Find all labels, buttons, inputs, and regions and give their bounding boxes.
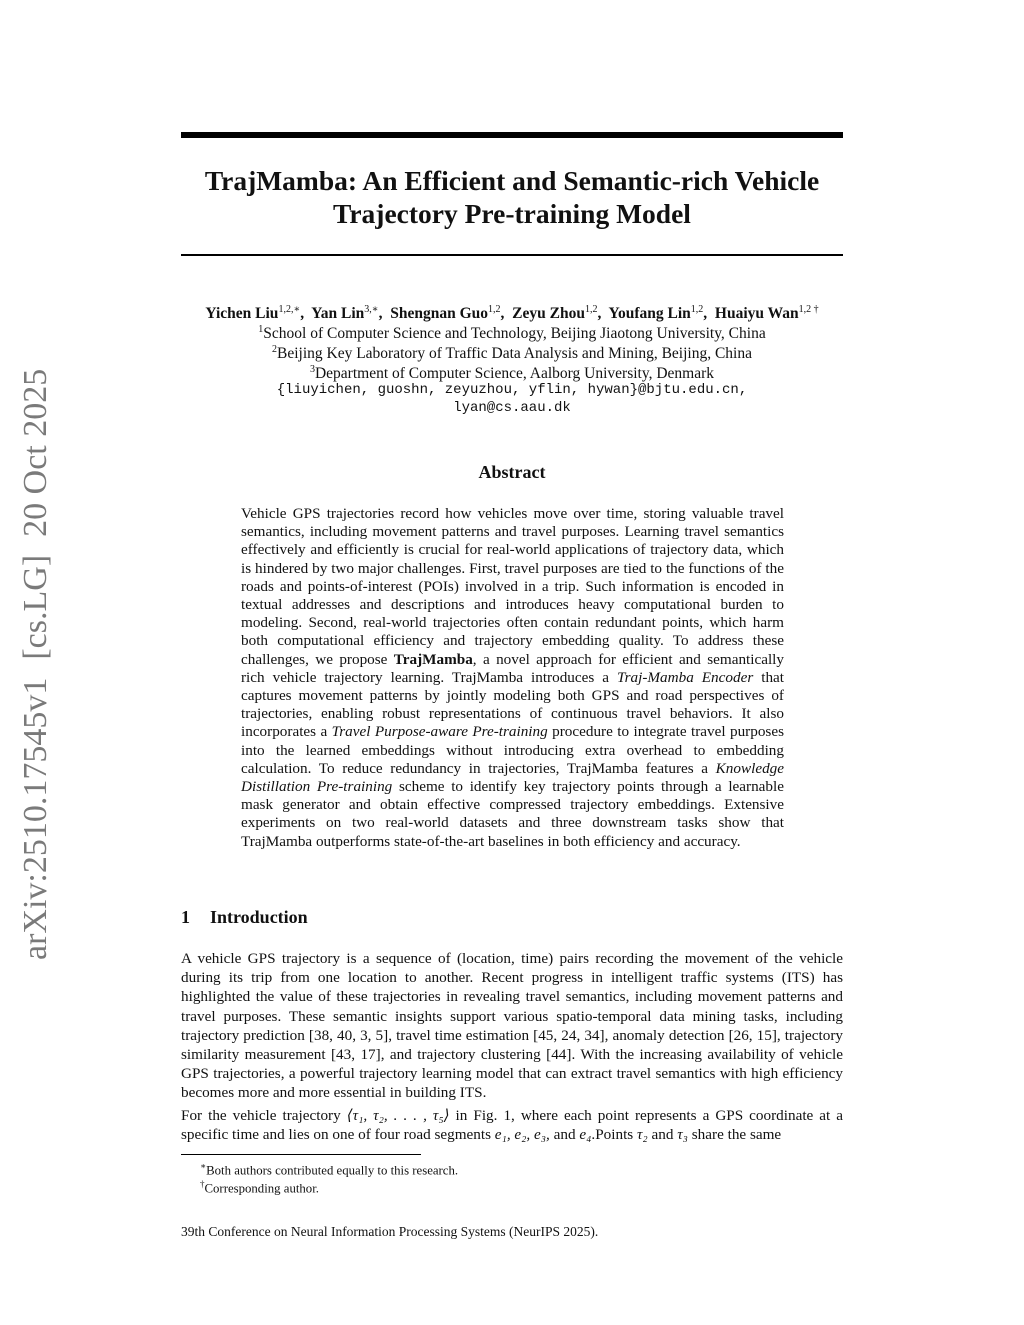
footnote-rule — [181, 1154, 421, 1155]
encoder-name: Traj-Mamba Encoder — [617, 668, 754, 686]
author-affil-mark: 1,2 — [488, 304, 501, 315]
affiliation-3: $^3$Department of Computer Science, Aalborg University, Denmark — [309, 364, 715, 383]
title-line-1: TrajMamba: An Efficient and Semantic-rich Vehicle — [204, 165, 820, 196]
intro-paragraph-2: For the vehicle trajectory ⟨τ₁, τ₂, . . . , τ₅⟩ in Fig. 1, where each point represents a GPS coordinate at a specific time and lies on one of four road segments e₁, e₂, e₃, and e₄.Points τ₂ and τ₃ share the same — [181, 1107, 843, 1144]
abstract-heading: Abstract — [478, 462, 546, 482]
email-line-1[interactable]: {liuyichen, guoshn, zeyuzhou, yflin, hywan}@bjtu.edu.cn, — [276, 382, 748, 398]
pretraining-name: Travel Purpose-aware Pre-training — [331, 723, 548, 741]
conference-note: 39th Conference on Neural Information Processing Systems (NeurIPS 2025). — [181, 1224, 599, 1239]
author-affil-mark: 3,∗ — [364, 304, 379, 315]
arxiv-id: arXiv:2510.17545v1 — [17, 677, 54, 960]
trajectory-sequence: ⟨τ₁, τ₂, . . . , τ₅⟩ — [346, 1107, 450, 1124]
section-number: 1 — [181, 907, 190, 927]
affiliation-2: $^2$Beijing Key Laboratory of Traffic Data Analysis and Mining, Beijing, China — [272, 344, 752, 363]
intro-paragraph-1: A vehicle GPS trajectory is a sequence of (location, time) pairs recording the movement of the vehicle during its trip from one location to another. Recent progress in intelligent traffic systems (ITS) has highlighted the value of these trajectories in revealing travel semantics, including movement patterns and travel purposes. These semantic insights support various spatio-temporal data mining tasks, including trajectory prediction [38, 40, 3, 5], travel time estimation [45, 24, 34], anomaly detection [26, 15], trajectory similarity measurement [43, 17], and trajectory clustering [44]. With the increasing availability of vehicle GPS trajectories, a powerful trajectory learning model that can extract travel semantics with high efficiency becomes more and more essential in building ITS. — [181, 950, 843, 1102]
footnote-equal-contribution: ∗Both authors contributed equally to this research. — [200, 1161, 459, 1178]
email-line-2[interactable]: lyan@cs.aau.dk — [453, 400, 571, 416]
road-segments: e₁, e₂, e₃, — [494, 1126, 550, 1144]
author-name: Yichen Liu — [205, 305, 279, 323]
title-top-rule — [181, 132, 843, 138]
section-title: Introduction — [210, 907, 308, 927]
author-name: Youfang Lin — [608, 305, 691, 323]
author-affil-mark: 1,2 — [690, 304, 704, 315]
distillation-name: Knowledge Distillation Pre-training — [241, 759, 784, 796]
footnote-corresponding-author: †Corresponding author. — [200, 1179, 319, 1196]
title-bottom-rule — [181, 254, 843, 256]
model-name: TrajMamba — [393, 650, 473, 668]
author-name: Zeyu Zhou — [512, 305, 585, 323]
paper-title — [181, 164, 843, 230]
author-affil-mark: 1,2,∗ — [278, 304, 301, 315]
arxiv-date: 20 Oct 2025 — [17, 368, 54, 537]
arxiv-stamp — [16, 360, 56, 960]
abstract-text: Vehicle GPS trajectories record how vehicles move over time, storing valuable travel semantics, including movement patterns and travel purposes. Learning travel semantics effectively and efficiently is crucial for real-world applications of trajectory data, which is hindered by two major challenges. First, travel purposes are tied to the functions of the roads and points-of-interest (POIs) involved in a trip. Such information is encoded in textual addresses and descriptions and introduces heavy computational burden to modeling. Second, real-world trajectories often contain redundant points, which harm both computational efficiency and trajectory embedding quality. To address these challenges, we propose TrajMamba, a novel approach for efficient and semantically rich vehicle trajectory learning. TrajMamba introduces a Traj-Mamba Encoder that captures movement patterns by jointly modeling both GPS and road perspectives of trajectories, enabling robust representations of continuous travel behaviors. It also incorporates a Travel Purpose-aware Pre-training procedure to integrate travel purposes into the learned embeddings without introducing extra overhead to embedding calculation. To reduce redundancy in trajectories, TrajMamba features a Knowledge Distillation Pre-training scheme to identify key trajectory points through a learnable mask generator and obtain effective compressed trajectory embeddings. Extensive experiments on two real-world datasets and three downstream tasks show that TrajMamba outperforms state-of-the-art baselines in both efficiency and accuracy. — [241, 505, 784, 850]
author-affil-mark: 1,2 — [584, 304, 598, 315]
author-name: Huaiyu Wan — [714, 305, 799, 323]
author-name: Yan Lin — [311, 305, 365, 323]
section-heading-introduction — [181, 906, 308, 928]
author-name: Shengnan Guo — [390, 305, 489, 323]
affiliation-1: $^1$School of Computer Science and Technology, Beijing Jiaotong University, China — [258, 324, 766, 343]
author-affil-mark: 1,2 † — [798, 304, 819, 315]
author-list: Yichen Liu$^{1,2,∗}$, Yan Lin$^{3,∗}$, Shengnan Guo$^{1,2}$, Zeyu Zhou$^{1,2}$, Youfang Lin$^{1,2}$, Huaiyu Wan$^{1,2 \dagger}$ — [205, 304, 819, 323]
arxiv-category: [cs.LG] — [17, 554, 54, 660]
title-line-2: Trajectory Pre-training Model — [333, 198, 691, 229]
